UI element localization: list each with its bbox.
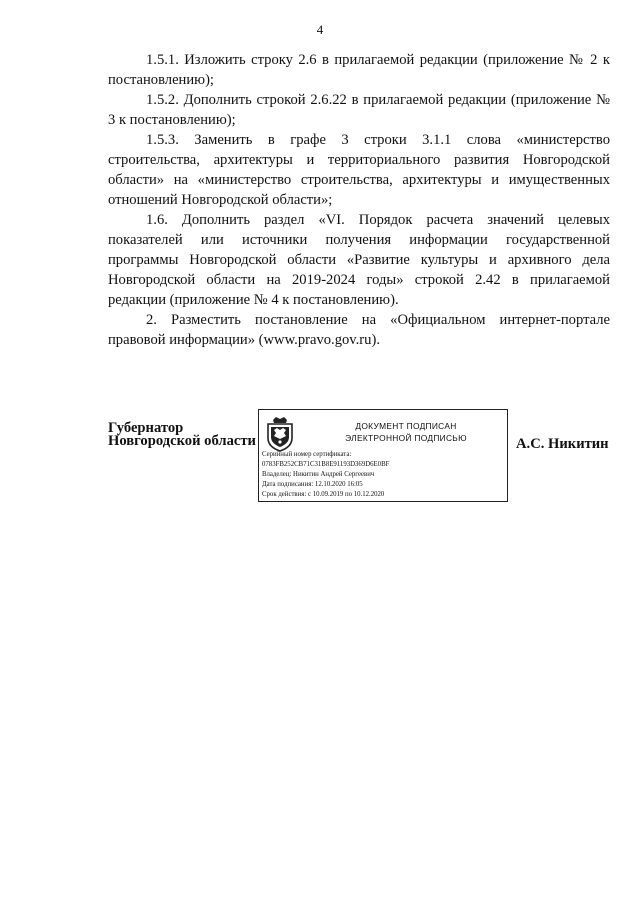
paragraph-1-5-3: 1.5.3. Заменить в графе 3 строки 3.1.1 слова «министерство строительства, архитектуры и территориального развития Новгородской области» на «министерство строительства, архитектуры и имущественных отношений Новгородской области»; <box>108 132 610 208</box>
document-body <box>108 50 610 350</box>
paragraph-1-6: 1.6. Дополнить раздел «VI. Порядок расчета значений целевых показателей или источники получения информации государственной программы Новгородской области «Развитие культуры и архивного дела Новгородской области на 2019-2024 годы» строкой 2.42 в прилагаемой редакции (приложение № 4 к постановлению). <box>108 212 610 308</box>
stamp-details <box>262 450 389 500</box>
certificate-serial-value: 0783FB252CB71C31B8E91193D369D6E0BF <box>262 461 390 468</box>
paragraph-2: 2. Разместить постановление на «Официальном интернет-портале правовой информации» (www.pravo.gov.ru). <box>108 312 610 348</box>
paragraph-1-5-1: 1.5.1. Изложить строку 2.6 в прилагаемой редакции (приложение № 2 к постановлению); <box>108 52 610 88</box>
signatory-position-line1: Губернатор <box>108 420 184 436</box>
stamp-title-line2: ЭЛЕКТРОННОЙ ПОДПИСЬЮ <box>345 433 467 443</box>
electronic-signature-stamp <box>258 409 508 502</box>
certificate-serial-label: Серийный номер сертификата: <box>262 451 352 458</box>
stamp-title <box>259 420 509 444</box>
certificate-validity: Срок действия: с 10.09.2019 по 10.12.2020 <box>262 491 385 498</box>
signatory-position-line2: Новгородской области <box>108 433 256 449</box>
page-number: 4 <box>316 22 324 37</box>
certificate-owner: Владелец: Никитин Андрей Сергеевич <box>262 471 375 478</box>
paragraph-1-5-2: 1.5.2. Дополнить строкой 2.6.22 в прилагаемой редакции (приложение № 3 к постановлению); <box>108 92 610 128</box>
stamp-title-line1: ДОКУМЕНТ ПОДПИСАН <box>355 421 457 431</box>
signatory-name: А.С. Никитин <box>516 436 609 452</box>
signing-date: Дата подписания: 12.10.2020 16:05 <box>262 481 363 488</box>
signatory-position <box>108 422 256 448</box>
